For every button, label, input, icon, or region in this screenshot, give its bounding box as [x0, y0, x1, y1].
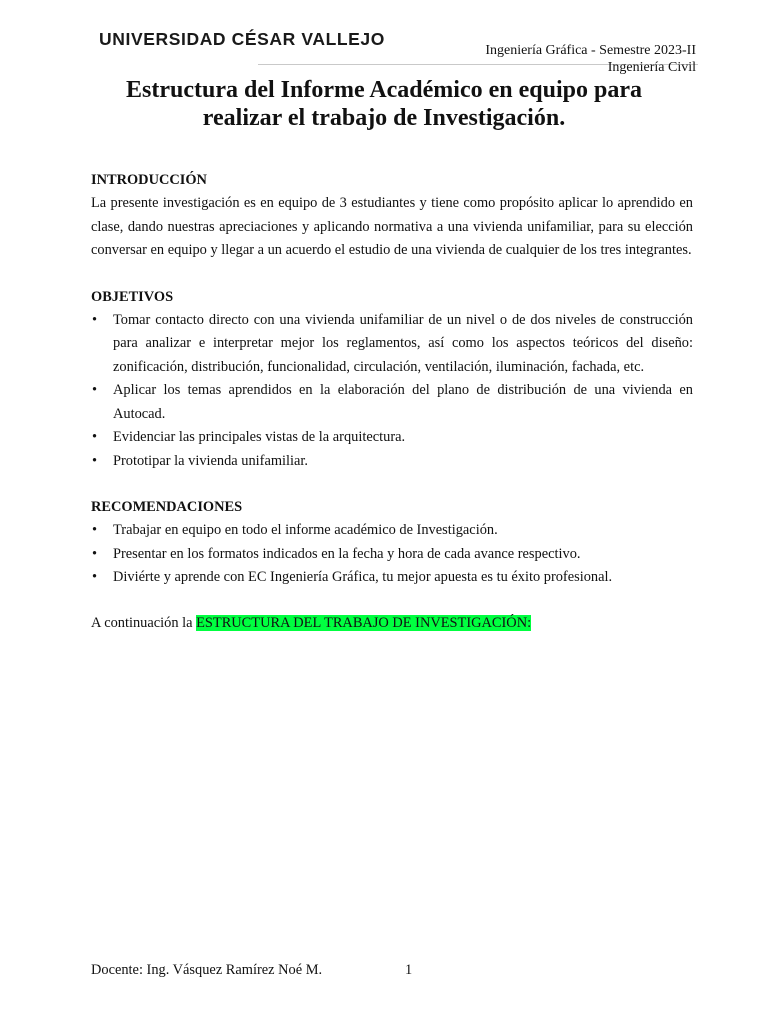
university-logo — [91, 14, 385, 64]
continuacion-prefix: A continuación la — [91, 614, 197, 631]
objetivos-heading: OBJETIVOS — [91, 288, 174, 305]
list-item: • Aplicar los temas aprendidos en la elaboración del plano de distribución de una vivienda en Autocad. — [91, 379, 693, 426]
logo-text: UNIVERSIDAD CÉSAR VALLEJO — [99, 28, 385, 49]
title-line-2: realizar el trabajo de Investigación. — [202, 105, 566, 131]
page-number: 1 — [405, 962, 413, 978]
footer-docente: Docente: Ing. Vásquez Ramírez Noé M. — [91, 962, 323, 978]
list-item: • Presentar en los formatos indicados en la fecha y hora de cada avance respectivo. — [91, 543, 693, 567]
bullet-icon: • — [92, 545, 98, 562]
introduccion-text: La presente investigación es en equipo de 3 estudiantes y tiene como propósito aplicar lo aprendido en clase, dando nuestras apreciaciones y aplicando normativa a una vivienda unifamiliar, para su elección conversar en equipo y llegar a un acuerdo el estudio de una vivienda de cualquier de los tres integrantes. — [91, 195, 693, 258]
list-item: • Diviérte y aprende con EC Ingeniería Gráfica, tu mejor apuesta es tu éxito profesional. — [91, 566, 693, 590]
bullet-icon: • — [92, 382, 98, 398]
list-item: • Evidenciar las principales vistas de la arquitectura. — [91, 426, 693, 450]
bullet-icon: • — [92, 452, 98, 469]
introduccion-heading: INTRODUCCIÓN — [91, 172, 207, 188]
document-body — [91, 168, 693, 635]
recomendaciones-heading: RECOMENDACIONES — [91, 499, 243, 515]
title-line-1: Estructura del Informe Académico en equipo para — [126, 77, 642, 103]
recomendaciones-list — [91, 519, 693, 590]
bullet-icon: • — [92, 569, 98, 585]
career-line: Ingeniería Civil — [607, 60, 696, 75]
list-item: • Prototipar la vivienda unifamiliar. — [91, 450, 693, 474]
course-line: Ingeniería Gráfica - Semestre 2023-II — [485, 43, 696, 58]
highlighted-structure-label: ESTRUCTURA DEL TRABAJO DE INVESTIGACIÓN: — [196, 614, 532, 631]
page-header-info — [485, 42, 696, 76]
bullet-icon: • — [92, 311, 98, 328]
list-item: • Tomar contacto directo con una vivienda unifamiliar de un nivel o de dos niveles de construcción para analizar e interpretar mejor los reglamentos, así como los aspectos teóricos del diseño: zonificación, distribución, funcionalidad, circulación, ventilación, iluminación, fachada, etc. — [91, 309, 693, 380]
bullet-icon: • — [92, 522, 98, 538]
bullet-icon: • — [92, 429, 98, 445]
document-title — [60, 76, 708, 132]
objetivos-list — [91, 309, 693, 474]
continuacion-line — [91, 612, 693, 636]
list-item: • Trabajar en equipo en todo el informe académico de Investigación. — [91, 519, 693, 543]
